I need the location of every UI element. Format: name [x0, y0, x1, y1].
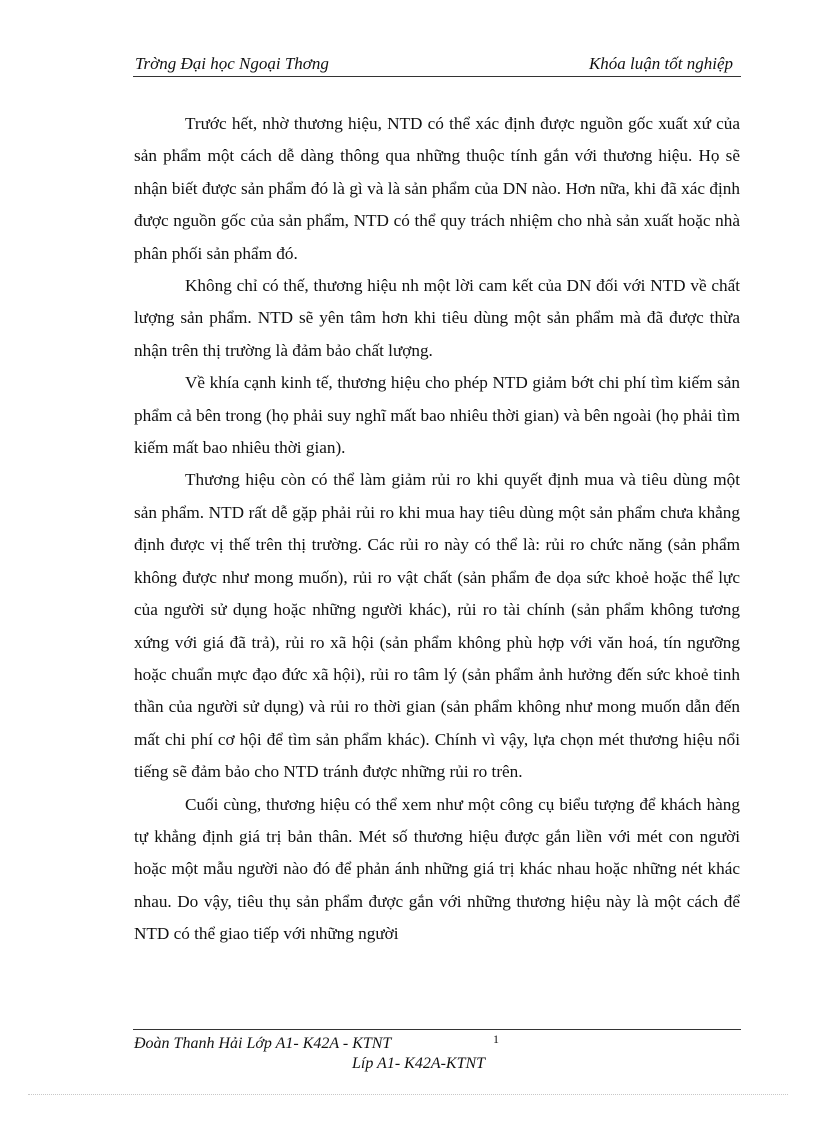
footer-author: Đoàn Thanh Hải Lớp A1- K42A - KTNT: [134, 1035, 392, 1052]
paragraph-risk: Thương hiệu còn có thể làm giảm rủi ro khi quyết định mua và tiêu dùng một sản phẩm. NTD rất dễ gặp phải rủi ro khi mua hay tiêu dùng một sản phẩm chưa khẳng định được vị thế trên thị trường. Các rủi ro này có thể là: rủi ro chức năng (sản phẩm không được như mong muốn), rủi ro vật chất (sản phẩm đe dọa sức khoẻ hoặc thể lực của người sử dụng hoặc những người khác), rủi ro tài chính (sản phẩm không tương xứng với giá đã trả), rủi ro xã hội (sản phẩm không phù hợp với văn hoá, tín ngưỡng hoặc chuẩn mực đạo đức xã hội), rủi ro tâm lý (sản phẩm ảnh hưởng đến sức khoẻ tinh thần của người sử dụng) và rủi ro thời gian (sản phẩm không như mong muốn dẫn đến mất chi phí cơ hội để tìm sản phẩm khác). Chính vì vậy, lựa chọn mét thương hiệu nổi tiếng sẽ đảm bảo cho NTD tránh được những rủi ro trên.: [134, 470, 740, 782]
page-header: [133, 52, 741, 77]
document-body: [134, 108, 740, 951]
paragraph-economic: Về khía cạnh kinh tế, thương hiệu cho phép NTD giảm bớt chi phí tìm kiếm sản phẩm cả bên trong (họ phải suy nghĩ mất bao nhiêu thời gian) và bên ngoài (họ phải tìm kiếm mất bao nhiêu thời gian).: [134, 373, 740, 458]
footer-class: Líp A1- K42A-KTNT: [352, 1055, 486, 1072]
paragraph-commitment: Không chỉ có thế, thương hiệu nh một lời cam kết của DN đối với NTD về chất lượng sản phẩm. NTD sẽ yên tâm hơn khi tiêu dùng một sản phẩm mà đã được thừa nhận trên thị trường là đảm bảo chất lượng.: [134, 276, 740, 360]
footer-divider: [133, 1029, 741, 1030]
paragraph-symbol: Cuối cùng, thương hiệu có thể xem như một công cụ biểu tượng để khách hàng tự khẳng định giá trị bản thân. Mét số thương hiệu được gắn liền với mét con người hoặc một mẫu người nào đó để phản ánh những giá trị khác nhau hoặc những nét khác nhau. Do vậy, tiêu thụ sản phẩm được gắn với những thương hiệu này là một cách để NTD có thể giao tiếp với những người: [134, 794, 740, 944]
header-document-type: Khóa luận tốt nghiệp: [588, 54, 733, 73]
header-school-name: Trờng Đại học Ngoại Thơng: [135, 54, 329, 73]
paragraph-origin: Trước hết, nhờ thương hiệu, NTD có thể xác định được nguồn gốc xuất xứ của sản phẩm một cách dễ dàng thông qua những thuộc tính gắn với thương hiệu. Họ sẽ nhận biết được sản phẩm đó là gì và là sản phẩm của DN nào. Hơn nữa, khi đã xác định được nguồn gốc của sản phẩm, NTD có thể quy trách nhiệm cho nhà sản xuất hoặc nhà phân phối sản phẩm đó.: [134, 114, 740, 263]
page-number: 1: [493, 1032, 499, 1046]
page-bottom-divider: [28, 1094, 788, 1095]
